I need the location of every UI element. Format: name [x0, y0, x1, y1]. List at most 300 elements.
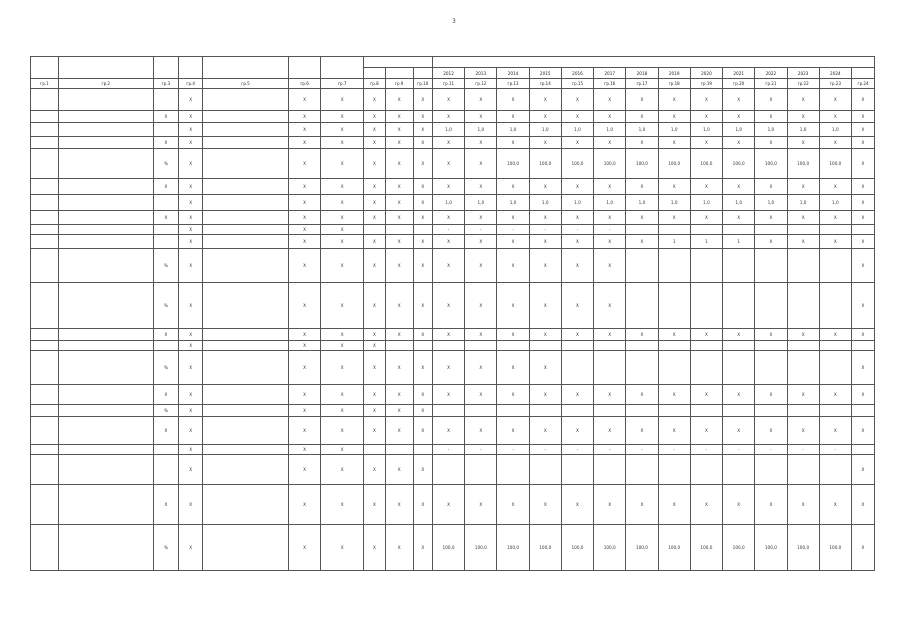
year-value-cell: X — [594, 417, 626, 445]
year-value-cell — [723, 225, 755, 235]
header-col-9 — [385, 68, 413, 79]
table-cell: X — [851, 111, 874, 123]
table-cell — [385, 341, 413, 351]
year-value-cell — [690, 225, 722, 235]
table-cell: X — [153, 485, 179, 525]
year-value-cell — [819, 405, 851, 417]
table-cell — [58, 385, 153, 405]
table-cell: X — [179, 111, 203, 123]
year-value-cell: X — [594, 283, 626, 329]
year-value-cell: X — [819, 485, 851, 525]
table-cell: X — [364, 137, 385, 149]
table-cell: X — [364, 417, 385, 445]
table-cell: X — [385, 351, 413, 385]
year-value-cell — [626, 225, 658, 235]
table-cell: X — [288, 385, 320, 405]
table-cell: X — [179, 249, 203, 283]
table-cell — [202, 195, 288, 211]
year-value-cell — [819, 249, 851, 283]
year-header: 2022 — [755, 68, 787, 79]
year-value-cell: X — [432, 179, 464, 195]
year-value-cell — [819, 283, 851, 329]
header-col-24 — [851, 68, 874, 79]
year-value-cell: X — [561, 485, 593, 525]
table-cell — [31, 137, 59, 149]
year-value-cell: X — [594, 137, 626, 149]
year-value-cell: 1 — [723, 235, 755, 249]
table-cell: X — [321, 341, 364, 351]
table-cell: X — [179, 455, 203, 485]
table-cell: X — [321, 235, 364, 249]
column-number-label: гр.2 — [58, 79, 153, 89]
year-value-cell — [465, 341, 497, 351]
table-cell — [202, 455, 288, 485]
header-group-8-10 — [364, 57, 433, 68]
year-value-cell: X — [432, 235, 464, 249]
header-row-top — [31, 57, 875, 68]
year-value-cell: X — [561, 235, 593, 249]
year-value-cell — [626, 351, 658, 385]
year-value-cell: - — [755, 445, 787, 455]
table-cell: X — [321, 455, 364, 485]
table-cell: X — [321, 195, 364, 211]
table-cell — [58, 283, 153, 329]
year-value-cell: 100,0 — [626, 525, 658, 571]
table-cell — [202, 179, 288, 195]
table-cell: X — [288, 111, 320, 123]
year-value-cell — [787, 351, 819, 385]
table-cell: X — [364, 329, 385, 341]
year-value-cell: 100,0 — [626, 149, 658, 179]
table-cell: X — [413, 211, 432, 225]
column-number-label: гр.6 — [288, 79, 320, 89]
table-cell: X — [851, 385, 874, 405]
year-value-cell — [465, 405, 497, 417]
column-number-label: гр.8 — [364, 79, 385, 89]
table-cell — [58, 225, 153, 235]
table-cell — [31, 329, 59, 341]
table-cell: X — [288, 525, 320, 571]
year-header: 2023 — [787, 68, 819, 79]
table-cell — [31, 111, 59, 123]
year-header: 2016 — [561, 68, 593, 79]
year-value-cell — [819, 341, 851, 351]
table-row — [31, 249, 875, 283]
table-cell: X — [413, 111, 432, 123]
year-value-cell — [787, 405, 819, 417]
year-value-cell: X — [497, 179, 529, 195]
year-value-cell: X — [658, 179, 690, 195]
table-cell: X — [851, 211, 874, 225]
table-cell — [58, 351, 153, 385]
year-value-cell: X — [465, 149, 497, 179]
year-value-cell: X — [723, 211, 755, 225]
year-value-cell: X — [626, 211, 658, 225]
table-cell: X — [364, 249, 385, 283]
year-value-cell: - — [723, 445, 755, 455]
year-value-cell: X — [755, 329, 787, 341]
year-value-cell: X — [723, 485, 755, 525]
column-number-label: гр.17 — [626, 79, 658, 89]
year-value-cell: X — [723, 89, 755, 111]
year-value-cell — [658, 351, 690, 385]
table-cell — [202, 417, 288, 445]
year-value-cell: X — [755, 235, 787, 249]
year-value-cell: 1,0 — [690, 195, 722, 211]
year-value-cell: X — [723, 179, 755, 195]
document-table-wrapper — [30, 56, 875, 606]
year-value-cell: X — [465, 89, 497, 111]
year-value-cell: X — [594, 211, 626, 225]
year-value-cell — [787, 225, 819, 235]
table-cell — [202, 111, 288, 123]
table-cell: X — [288, 329, 320, 341]
year-value-cell: - — [432, 225, 464, 235]
table-cell: % — [153, 525, 179, 571]
year-value-cell: 1,0 — [755, 123, 787, 137]
year-value-cell: X — [755, 89, 787, 111]
table-cell: X — [413, 249, 432, 283]
year-value-cell: X — [626, 417, 658, 445]
column-number-label: гр.11 — [432, 79, 464, 89]
year-value-cell: X — [465, 351, 497, 385]
year-value-cell — [594, 455, 626, 485]
year-header: 2020 — [690, 68, 722, 79]
year-value-cell — [723, 249, 755, 283]
table-cell — [31, 225, 59, 235]
year-value-cell: X — [594, 111, 626, 123]
year-value-cell: 100,0 — [658, 525, 690, 571]
year-value-cell: X — [755, 137, 787, 149]
table-cell: X — [364, 123, 385, 137]
year-value-cell: X — [432, 137, 464, 149]
column-number-label: гр.10 — [413, 79, 432, 89]
year-value-cell — [755, 283, 787, 329]
table-cell: X — [385, 455, 413, 485]
table-cell: X — [851, 137, 874, 149]
year-value-cell: X — [529, 283, 561, 329]
year-value-cell — [658, 455, 690, 485]
year-value-cell — [658, 283, 690, 329]
year-value-cell: X — [787, 111, 819, 123]
year-value-cell: - — [594, 445, 626, 455]
year-value-cell — [594, 405, 626, 417]
year-value-cell — [723, 351, 755, 385]
table-cell: X — [288, 485, 320, 525]
table-cell — [413, 445, 432, 455]
year-value-cell — [690, 341, 722, 351]
column-number-label: гр.20 — [723, 79, 755, 89]
year-value-cell — [432, 455, 464, 485]
table-cell — [153, 225, 179, 235]
year-value-cell: X — [819, 385, 851, 405]
year-value-cell: X — [432, 283, 464, 329]
table-row — [31, 341, 875, 351]
table-cell — [202, 405, 288, 417]
year-value-cell — [690, 455, 722, 485]
year-value-cell: 100,0 — [561, 525, 593, 571]
year-header: 2024 — [819, 68, 851, 79]
year-value-cell — [755, 341, 787, 351]
table-cell: X — [385, 89, 413, 111]
table-row — [31, 235, 875, 249]
table-cell: X — [288, 417, 320, 445]
table-row — [31, 179, 875, 195]
year-value-cell: X — [658, 211, 690, 225]
table-cell: X — [413, 525, 432, 571]
year-value-cell: 100,0 — [594, 149, 626, 179]
year-value-cell: X — [594, 249, 626, 283]
year-value-cell: X — [658, 485, 690, 525]
header-col-10 — [413, 68, 432, 79]
table-cell — [58, 195, 153, 211]
table-cell: X — [851, 485, 874, 525]
year-value-cell: - — [658, 445, 690, 455]
year-value-cell: X — [723, 111, 755, 123]
column-number-row — [31, 79, 875, 89]
year-value-cell: - — [561, 225, 593, 235]
year-value-cell — [561, 455, 593, 485]
year-value-cell: X — [723, 385, 755, 405]
table-cell: X — [321, 249, 364, 283]
table-cell: X — [321, 525, 364, 571]
table-row — [31, 123, 875, 137]
year-value-cell: X — [561, 249, 593, 283]
table-cell: X — [321, 485, 364, 525]
year-value-cell: - — [497, 225, 529, 235]
table-cell: X — [385, 417, 413, 445]
table-cell — [58, 137, 153, 149]
table-cell — [364, 445, 385, 455]
year-value-cell: X — [465, 179, 497, 195]
table-cell: X — [413, 405, 432, 417]
year-value-cell: 1,0 — [723, 123, 755, 137]
year-value-cell: X — [819, 111, 851, 123]
year-value-cell: X — [819, 137, 851, 149]
year-value-cell — [626, 283, 658, 329]
year-value-cell — [561, 341, 593, 351]
table-cell: X — [385, 111, 413, 123]
table-cell — [31, 149, 59, 179]
year-value-cell: X — [465, 249, 497, 283]
year-value-cell: X — [529, 417, 561, 445]
column-number-label: гр.24 — [851, 79, 874, 89]
table-cell — [202, 329, 288, 341]
table-cell: X — [179, 137, 203, 149]
year-header: 2013 — [465, 68, 497, 79]
year-value-cell: - — [465, 225, 497, 235]
table-cell: X — [851, 417, 874, 445]
table-cell: X — [385, 329, 413, 341]
column-number-label: гр.15 — [561, 79, 593, 89]
year-value-cell — [497, 455, 529, 485]
table-cell: X — [364, 455, 385, 485]
table-cell: X — [321, 385, 364, 405]
year-value-cell: 1,0 — [497, 123, 529, 137]
table-cell: X — [851, 195, 874, 211]
year-header: 2015 — [529, 68, 561, 79]
year-value-cell: X — [594, 179, 626, 195]
page-number: 3 — [452, 18, 456, 25]
table-cell: X — [179, 235, 203, 249]
header-col-2 — [58, 57, 153, 79]
year-value-cell: X — [561, 329, 593, 341]
year-value-cell — [723, 283, 755, 329]
table-cell: X — [385, 249, 413, 283]
year-value-cell: X — [594, 235, 626, 249]
table-cell: X — [288, 225, 320, 235]
header-col-5 — [202, 57, 288, 79]
table-cell — [58, 341, 153, 351]
year-value-cell: X — [465, 211, 497, 225]
table-cell: X — [413, 329, 432, 341]
year-value-cell: X — [497, 111, 529, 123]
year-header: 2017 — [594, 68, 626, 79]
year-value-cell: - — [626, 445, 658, 455]
year-value-cell: 1,0 — [819, 195, 851, 211]
table-cell: X — [321, 329, 364, 341]
table-cell — [31, 417, 59, 445]
year-value-cell: 1,0 — [626, 123, 658, 137]
table-cell — [413, 225, 432, 235]
year-value-cell: X — [497, 211, 529, 225]
table-cell — [202, 283, 288, 329]
table-cell — [31, 525, 59, 571]
year-value-cell: X — [529, 329, 561, 341]
year-value-cell: - — [529, 445, 561, 455]
year-value-cell: X — [497, 329, 529, 341]
table-cell — [58, 123, 153, 137]
year-value-cell: X — [690, 111, 722, 123]
year-value-cell: X — [465, 137, 497, 149]
column-number-label: гр.1 — [31, 79, 59, 89]
year-value-cell: X — [594, 89, 626, 111]
year-value-cell: X — [787, 329, 819, 341]
table-cell — [58, 211, 153, 225]
table-cell — [58, 179, 153, 195]
table-cell — [58, 417, 153, 445]
table-cell: X — [413, 179, 432, 195]
header-col-1 — [31, 57, 59, 79]
table-cell: X — [851, 235, 874, 249]
year-value-cell: 100,0 — [561, 149, 593, 179]
header-col-3 — [153, 57, 179, 79]
year-value-cell — [819, 455, 851, 485]
table-cell — [58, 455, 153, 485]
year-value-cell: X — [626, 329, 658, 341]
table-row — [31, 385, 875, 405]
table-cell: X — [385, 235, 413, 249]
table-cell: X — [413, 485, 432, 525]
year-value-cell — [723, 405, 755, 417]
table-cell: X — [179, 525, 203, 571]
year-value-cell: 1,0 — [658, 195, 690, 211]
year-value-cell: X — [432, 211, 464, 225]
year-value-cell: X — [529, 179, 561, 195]
table-cell: X — [364, 235, 385, 249]
year-value-cell: 1,0 — [690, 123, 722, 137]
table-cell: X — [321, 149, 364, 179]
table-cell: X — [288, 283, 320, 329]
year-value-cell — [594, 351, 626, 385]
table-cell: % — [153, 351, 179, 385]
table-cell — [58, 235, 153, 249]
year-value-cell: 1 — [658, 235, 690, 249]
indicators-table — [30, 56, 875, 571]
year-value-cell: X — [432, 329, 464, 341]
year-value-cell — [723, 341, 755, 351]
year-value-cell: 1,0 — [723, 195, 755, 211]
header-col-8 — [364, 68, 385, 79]
table-row — [31, 445, 875, 455]
table-cell: X — [385, 525, 413, 571]
year-value-cell — [787, 341, 819, 351]
year-value-cell: X — [561, 283, 593, 329]
table-row — [31, 455, 875, 485]
table-cell: X — [288, 149, 320, 179]
year-header: 2019 — [658, 68, 690, 79]
table-cell: % — [153, 405, 179, 417]
year-value-cell: X — [626, 385, 658, 405]
year-value-cell: X — [561, 89, 593, 111]
table-cell: X — [288, 235, 320, 249]
table-cell: X — [851, 249, 874, 283]
table-cell: X — [179, 385, 203, 405]
year-value-cell — [658, 225, 690, 235]
year-value-cell: 100,0 — [819, 525, 851, 571]
year-value-cell: X — [787, 211, 819, 225]
table-cell — [31, 249, 59, 283]
year-value-cell: X — [626, 485, 658, 525]
year-value-cell: X — [755, 385, 787, 405]
year-value-cell: X — [690, 485, 722, 525]
column-number-label: гр.21 — [755, 79, 787, 89]
year-value-cell: X — [465, 417, 497, 445]
table-row — [31, 195, 875, 211]
year-value-cell: X — [690, 417, 722, 445]
year-value-cell: 1,0 — [819, 123, 851, 137]
header-col-6 — [288, 57, 320, 79]
table-cell — [58, 89, 153, 111]
table-cell: X — [179, 405, 203, 417]
year-value-cell: X — [819, 179, 851, 195]
table-cell — [202, 123, 288, 137]
table-cell: X — [179, 195, 203, 211]
year-value-cell: 100,0 — [497, 149, 529, 179]
table-cell: X — [321, 123, 364, 137]
table-cell: X — [321, 283, 364, 329]
column-number-label: гр.14 — [529, 79, 561, 89]
year-value-cell — [626, 405, 658, 417]
table-cell — [202, 385, 288, 405]
table-cell: X — [364, 111, 385, 123]
table-cell: X — [413, 123, 432, 137]
year-value-cell — [561, 405, 593, 417]
year-value-cell: X — [529, 351, 561, 385]
table-cell — [202, 249, 288, 283]
table-cell: X — [179, 179, 203, 195]
year-value-cell: 100,0 — [529, 149, 561, 179]
table-cell — [58, 329, 153, 341]
year-value-cell — [658, 405, 690, 417]
table-cell: X — [288, 351, 320, 385]
year-value-cell — [529, 405, 561, 417]
table-cell: % — [153, 149, 179, 179]
year-value-cell — [626, 341, 658, 351]
table-cell: X — [288, 123, 320, 137]
table-cell: X — [321, 351, 364, 385]
year-value-cell: 100,0 — [529, 525, 561, 571]
